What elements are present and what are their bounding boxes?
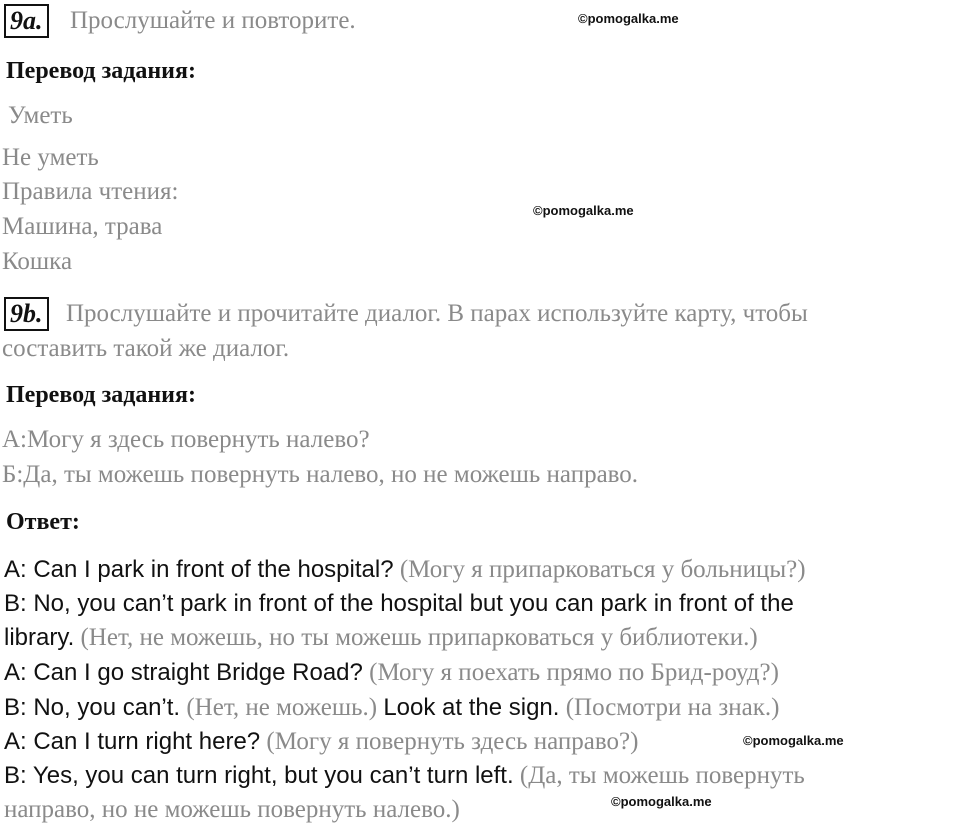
answer-line-8-ru: направо, но не можешь повернуть налево.) <box>4 796 460 823</box>
line-pravila: Правила чтения: <box>2 178 179 205</box>
answer-line-3 <box>4 622 758 654</box>
task-badge-9b: 9b. <box>4 297 49 331</box>
answer-line-7 <box>4 760 805 792</box>
answer-line-6-en: A: Can I turn right here? <box>4 728 261 755</box>
watermark: ©pomogalka.me <box>743 733 844 748</box>
watermark: ©pomogalka.me <box>611 794 712 809</box>
translation-heading-9b: Перевод задания: <box>6 382 196 408</box>
answer-line-1-ru: (Могу я припарковаться у больницы?) <box>399 556 806 583</box>
task-9b-instruction-line1: Прослушайте и прочитайте диалог. В парах используйте карту, чтобы <box>66 300 808 327</box>
line-ne-umet: Не уметь <box>2 144 99 171</box>
answer-line-7-en: B: Yes, you can turn right, but you can’t turn left. <box>4 762 514 789</box>
answer-line-6 <box>4 726 638 758</box>
line-mashina: Машина, трава <box>2 213 163 240</box>
answer-line-4-en: A: Can I go straight Bridge Road? <box>4 659 363 686</box>
watermark: ©pomogalka.me <box>578 11 679 26</box>
answer-line-3-ru: (Нет, не можешь, но ты можешь припарковаться у библиотеки.) <box>80 624 758 651</box>
answer-line-7-ru: (Да, ты можешь повернуть <box>519 762 805 789</box>
line-koshka: Кошка <box>2 248 73 275</box>
answer-line-4-ru: (Могу я поехать прямо по Брид-роуд?) <box>369 659 779 686</box>
line-umet: Уметь <box>8 102 73 129</box>
answer-line-5-en-1: B: No, you can’t. <box>4 694 181 721</box>
translation-heading-9a: Перевод задания: <box>6 58 196 84</box>
answer-line-2-en: B: No, you can’t park in front of the hospital but you can park in front of the <box>4 590 794 617</box>
answer-line-2 <box>4 588 794 620</box>
answer-line-1 <box>4 554 806 586</box>
answer-line-8 <box>4 794 460 826</box>
task-9b-instruction-line2: составить такой же диалог. <box>2 335 290 362</box>
translation-line-a: А:Могу я здесь повернуть налево? <box>2 426 370 453</box>
answer-line-6-ru: (Могу я повернуть здесь направо?) <box>266 728 639 755</box>
answer-line-4 <box>4 657 779 689</box>
task-9a-instruction: Прослушайте и повторите. <box>70 7 356 34</box>
answer-line-1-en: A: Can I park in front of the hospital? <box>4 556 394 583</box>
answer-line-5-ru-1: (Нет, не можешь.) <box>186 694 378 721</box>
translation-line-b: Б:Да, ты можешь повернуть налево, но не можешь направо. <box>2 461 639 488</box>
answer-line-5 <box>4 692 779 724</box>
answer-line-5-ru-2: (Посмотри на знак.) <box>565 694 780 721</box>
task-badge-9a: 9a. <box>4 4 49 38</box>
watermark: ©pomogalka.me <box>533 203 634 218</box>
answer-line-3-en: library. <box>4 624 75 651</box>
answer-line-5-en-2: Look at the sign. <box>383 694 560 721</box>
answer-heading: Ответ: <box>6 509 80 535</box>
